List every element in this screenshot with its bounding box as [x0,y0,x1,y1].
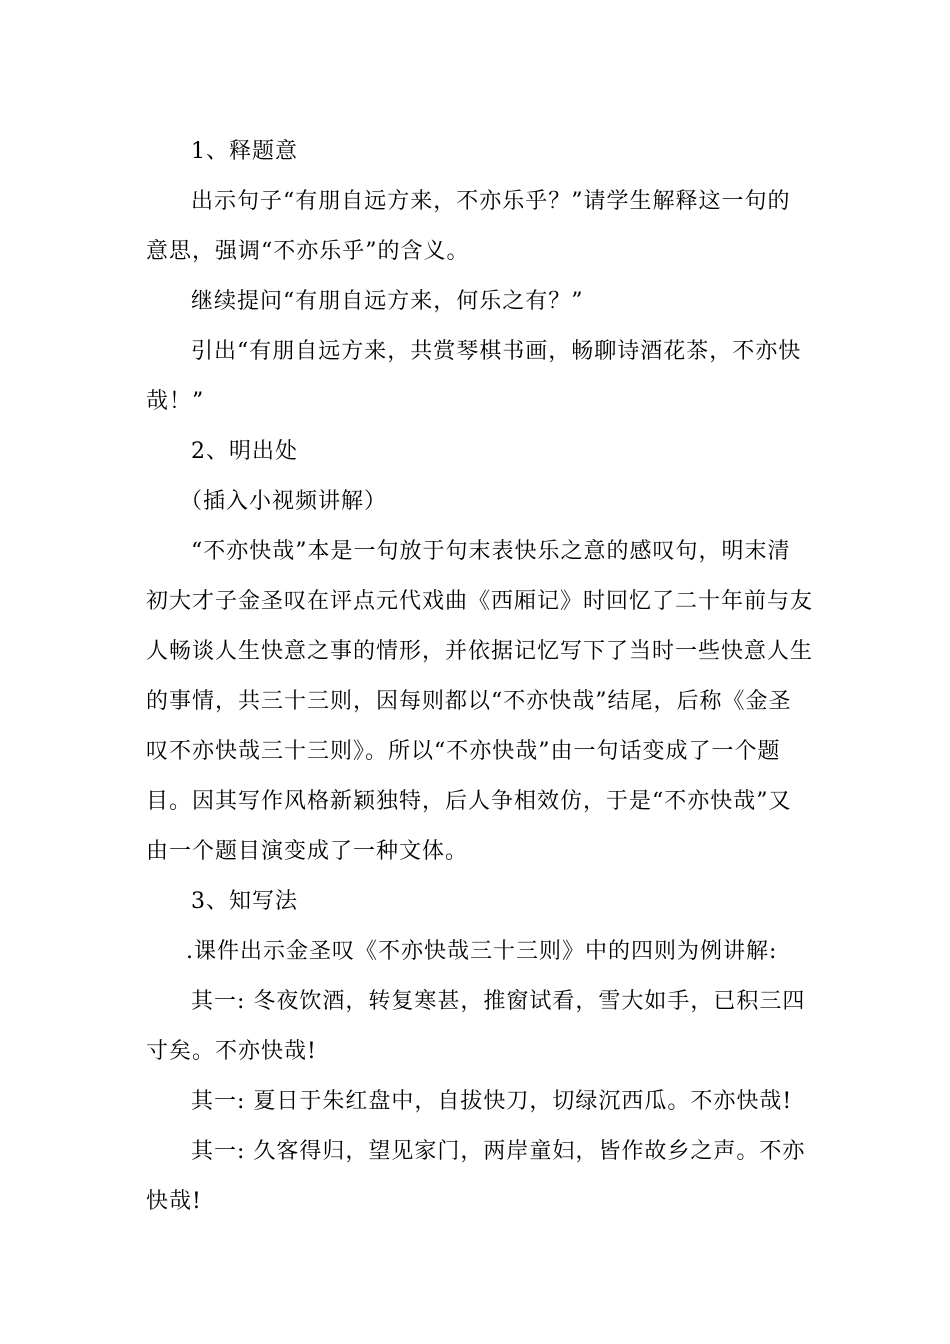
paragraph-line: 叹不亦快哉三十三则》。所以“不亦快哉”由一句话变成了一个题 [146,739,781,764]
paragraph-line: 哉！” [146,389,205,414]
paragraph-line: 寸矣。不亦快哉! [146,1039,317,1064]
paragraph-line: 目。因其写作风格新颖独特，后人争相效仿，于是“不亦快哉”又 [146,789,792,814]
heading-source: 2、明出处 [191,439,298,464]
paragraph-line: 引出“有朋自远方来，共赏琴棋书画，畅聊诗酒花茶，不亦快 [191,339,802,364]
paragraph-line: .课件出示金圣叹《不亦快哉三十三则》中的四则为例讲解: [186,939,778,964]
paragraph-line: “不亦快哉”本是一句放于句末表快乐之意的感叹句，明末清 [191,539,791,564]
paragraph-line: 由一个题目演变成了一种文体。 [146,839,469,864]
paragraph-line: （插入小视频讲解） [180,489,388,514]
paragraph-line: 其一: 夏日于朱红盘中，自拔快刀，切绿沉西瓜。不亦快哉! [191,1089,793,1114]
paragraph-line: 其一: 久客得归，望见家门，两岸童妇，皆作故乡之声。不亦 [191,1139,806,1164]
heading-method: 3、知写法 [191,889,298,914]
paragraph-line: 意思，强调“不亦乐乎”的含义。 [146,239,470,264]
paragraph-line: 的事情，共三十三则，因每则都以“不亦快哉”结尾，后称《金圣 [146,689,792,714]
paragraph-line: 出示句子“有朋自远方来，不亦乐乎？”请学生解释这一句的 [191,189,791,214]
paragraph-line: 快哉! [146,1189,202,1214]
paragraph-line: 继续提问“有朋自远方来，何乐之有？” [191,289,584,314]
paragraph-line: 人畅谈人生快意之事的情形，并依据记忆写下了当时一些快意人生 [146,639,814,664]
heading-explain-title: 1、释题意 [191,139,298,164]
paragraph-line: 其一: 冬夜饮酒，转复寒甚，推窗试看，雪大如手，已积三四 [191,989,806,1014]
paragraph-line: 初大才子金圣叹在评点元代戏曲《西厢记》时回忆了二十年前与友 [146,589,814,614]
